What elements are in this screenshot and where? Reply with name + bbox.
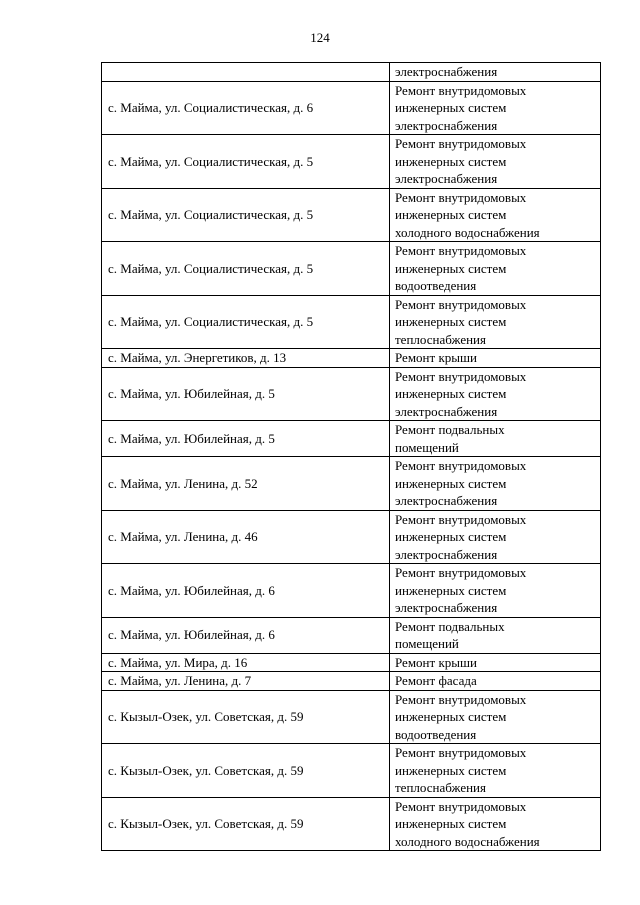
work-type-line: инженерных систем (395, 153, 507, 169)
table-row (102, 421, 601, 457)
work-type-cell (390, 349, 601, 368)
work-type-cell (390, 510, 601, 564)
table-row (102, 135, 601, 189)
work-type-cell (390, 295, 601, 349)
works-table-body (102, 63, 601, 851)
work-type-line: Ремонт внутридомовых (395, 189, 527, 205)
address-cell: с. Майма, ул. Ленина, д. 46 (102, 510, 390, 564)
work-type-line: Ремонт внутридомовых (395, 368, 527, 384)
work-type-line: электроснабжения (395, 493, 498, 508)
work-type-line: холодного водоснабжения (395, 224, 540, 240)
table-row (102, 510, 601, 564)
work-type-line: инженерных систем (395, 582, 507, 598)
work-type-line: Ремонт подвальных (395, 422, 505, 437)
address-cell: с. Майма, ул. Юбилейная, д. 5 (102, 421, 390, 457)
work-type-line: электроснабжения (395, 403, 498, 419)
work-type-line: Ремонт крыши (395, 350, 477, 365)
work-type-line: помещений (395, 636, 459, 651)
work-type-line: Ремонт внутридомовых (395, 798, 527, 814)
address-cell: с. Майма, ул. Мира, д. 16 (102, 653, 390, 672)
address-cell: с. Майма, ул. Социалистическая, д. 5 (102, 135, 390, 189)
work-type-cell (390, 135, 601, 189)
table-row (102, 367, 601, 421)
work-type-line: Ремонт внутридомовых (395, 565, 527, 580)
work-type-line: электроснабжения (395, 546, 498, 562)
address-cell: с. Майма, ул. Энергетиков, д. 13 (102, 349, 390, 368)
table-row (102, 188, 601, 242)
table-row (102, 349, 601, 368)
work-type-line: теплоснабжения (395, 331, 486, 347)
work-type-line: электроснабжения (395, 171, 498, 186)
table-row (102, 744, 601, 798)
work-type-line: инженерных систем (395, 816, 507, 831)
work-type-line: Ремонт крыши (395, 654, 477, 670)
page-number: 124 (310, 30, 330, 45)
work-type-line: теплоснабжения (395, 780, 486, 795)
work-type-cell (390, 188, 601, 242)
work-type-line: помещений (395, 439, 459, 455)
work-type-cell (390, 653, 601, 672)
work-type-line: водоотведения (395, 726, 477, 742)
work-type-cell (390, 797, 601, 851)
table-row (102, 690, 601, 744)
address-cell: с. Майма, ул. Юбилейная, д. 6 (102, 564, 390, 618)
work-type-line: электроснабжения (395, 600, 498, 615)
work-type-line: водоотведения (395, 278, 477, 293)
address-cell: с. Кызыл-Озек, ул. Советская, д. 59 (102, 690, 390, 744)
work-type-line: Ремонт внутридомовых (395, 296, 527, 312)
work-type-line: инженерных систем (395, 314, 507, 329)
table-row (102, 672, 601, 691)
address-cell: с. Майма, ул. Ленина, д. 52 (102, 457, 390, 511)
address-cell: с. Майма, ул. Социалистическая, д. 5 (102, 188, 390, 242)
work-type-line: инженерных систем (395, 100, 507, 115)
work-type-line: инженерных систем (395, 529, 507, 544)
work-type-line: инженерных систем (395, 475, 507, 491)
work-type-cell (390, 564, 601, 618)
works-table (101, 62, 601, 851)
work-type-line: Ремонт внутридомовых (395, 691, 527, 707)
work-type-line: Ремонт подвальных (395, 618, 505, 634)
work-type-cell (390, 367, 601, 421)
work-type-line: Ремонт внутридомовых (395, 511, 527, 527)
table-row (102, 63, 601, 82)
address-cell: с. Кызыл-Озек, ул. Советская, д. 59 (102, 797, 390, 851)
work-type-line: электроснабжения (395, 64, 498, 79)
work-type-line: Ремонт внутридомовых (395, 745, 527, 760)
table-row (102, 617, 601, 653)
work-type-cell (390, 672, 601, 691)
work-type-line: инженерных систем (395, 762, 507, 778)
address-cell: с. Майма, ул. Социалистическая, д. 5 (102, 242, 390, 296)
work-type-line: инженерных систем (395, 386, 507, 401)
address-cell: с. Майма, ул. Социалистическая, д. 6 (102, 81, 390, 135)
address-cell (102, 63, 390, 82)
table-row (102, 457, 601, 511)
work-type-cell (390, 242, 601, 296)
work-type-cell (390, 421, 601, 457)
work-type-line: Ремонт внутридомовых (395, 82, 527, 98)
table-row (102, 797, 601, 851)
table-row (102, 81, 601, 135)
work-type-line: Ремонт внутридомовых (395, 136, 527, 151)
table-row (102, 653, 601, 672)
work-type-cell (390, 744, 601, 798)
work-type-line: инженерных систем (395, 709, 507, 724)
address-cell: с. Майма, ул. Юбилейная, д. 5 (102, 367, 390, 421)
work-type-line: Ремонт внутридомовых (395, 458, 527, 473)
address-cell: с. Майма, ул. Юбилейная, д. 6 (102, 617, 390, 653)
address-cell: с. Майма, ул. Социалистическая, д. 5 (102, 295, 390, 349)
table-row (102, 242, 601, 296)
work-type-line: холодного водоснабжения (395, 833, 540, 849)
work-type-line: электроснабжения (395, 117, 498, 133)
table-row (102, 295, 601, 349)
table-row (102, 564, 601, 618)
work-type-line: инженерных систем (395, 260, 507, 276)
work-type-cell (390, 617, 601, 653)
work-type-cell (390, 63, 601, 82)
work-type-cell (390, 457, 601, 511)
work-type-cell (390, 690, 601, 744)
work-type-line: Ремонт фасада (395, 673, 477, 688)
address-cell: с. Кызыл-Озек, ул. Советская, д. 59 (102, 744, 390, 798)
work-type-line: инженерных систем (395, 207, 507, 222)
address-cell: с. Майма, ул. Ленина, д. 7 (102, 672, 390, 691)
work-type-cell (390, 81, 601, 135)
work-type-line: Ремонт внутридомовых (395, 243, 527, 258)
